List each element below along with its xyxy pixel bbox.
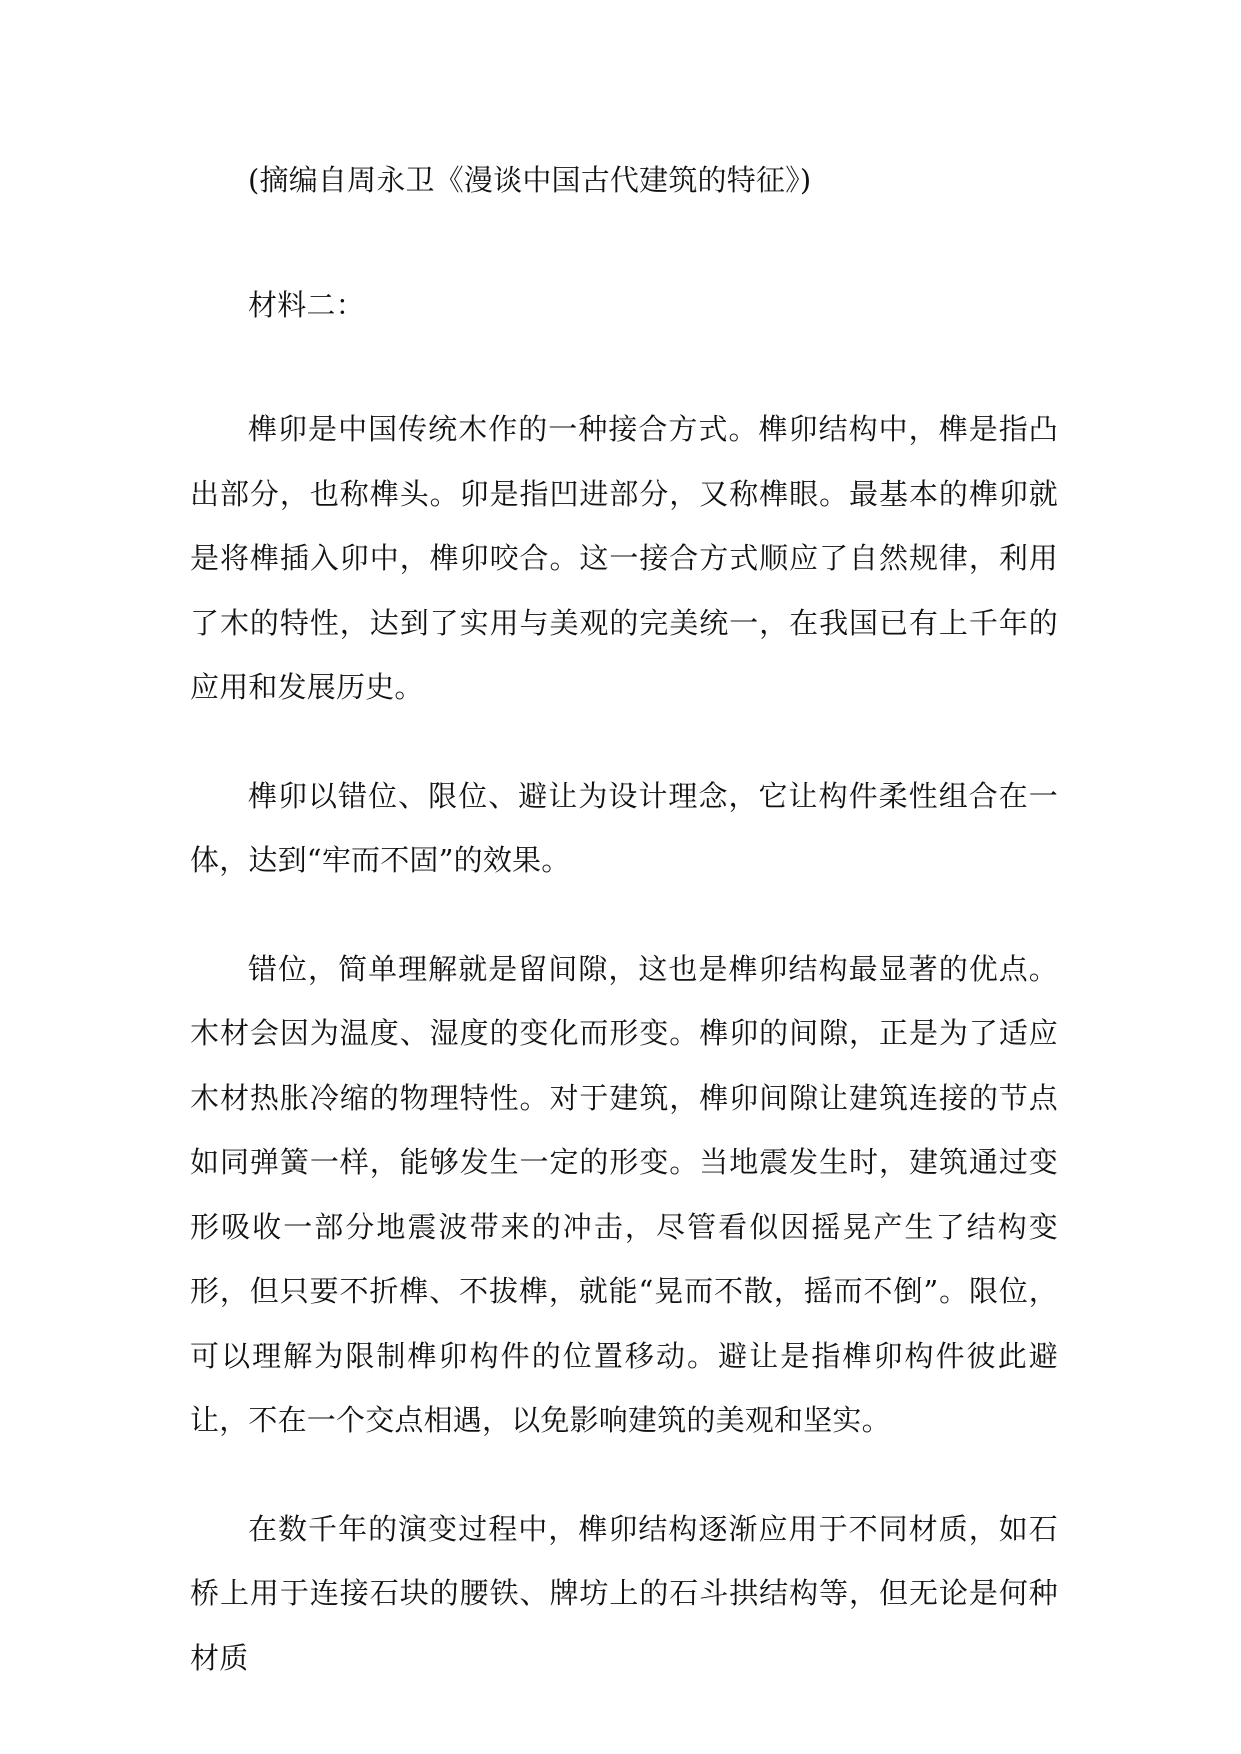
source-citation: (摘编自周永卫《漫谈中国古代建筑的特征》) — [248, 163, 812, 197]
paragraph-4: 在数千年的演变过程中，榫卯结构逐渐应用于不同材质，如石桥上用于连接石块的腰铁、牌坊上的石斗拱结构等，但无论是何种材质 — [190, 1511, 1058, 1675]
paragraph-3: 错位，简单理解就是留间隙，这也是榫卯结构最显著的优点。木材会因为温度、湿度的变化而形变。榫卯的间隙，正是为了适应木材热胀冷缩的物理特性。对于建筑，榫卯间隙让建筑连接的节点如同弹簧一样，能够发生一定的形变。当地震发生时，建筑通过变形吸收一部分地震波带来的冲击，尽管看似因摇晃产生了结构变形，但只要不折榫、不拔榫，就能“晃而不散，摇而不倒”。限位，可以理解为限制榫卯构件的位置移动。避让是指榫卯构件彼此避让，不在一个交点相遇，以免影响建筑的美观和坚实。 — [190, 951, 1058, 1437]
paragraph-2: 榫卯以错位、限位、避让为设计理念，它让构件柔性组合在一体，达到“牢而不固”的效果。 — [190, 778, 1058, 877]
paragraph-1: 榫卯是中国传统木作的一种接合方式。榫卯结构中，榫是指凸出部分，也称榫头。卯是指凹进部分，又称榫眼。最基本的榫卯就是将榫插入卯中，榫卯咬合。这一接合方式顺应了自然规律，利用了木的特性，达到了实用与美观的完美统一，在我国已有上千年的应用和发展历史。 — [190, 412, 1058, 704]
section-label: 材料二： — [248, 287, 365, 322]
document-page — [190, 148, 1058, 1734]
